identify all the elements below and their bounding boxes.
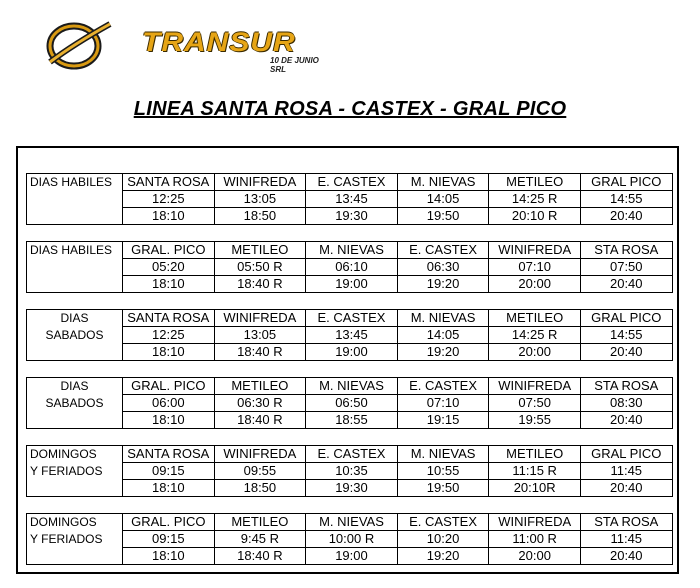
departure-time-cell: 18:10	[123, 480, 215, 497]
departure-time-cell: 11:45	[580, 531, 672, 548]
departure-time-cell: 18:40 R	[214, 276, 306, 293]
departure-time-cell: 13:05	[214, 327, 306, 344]
stop-name-cell: STA ROSA	[580, 242, 672, 259]
brand-subtitle: 10 DE JUNIO SRL	[270, 56, 319, 74]
trip-row	[27, 412, 673, 429]
departure-time-cell: 18:10	[123, 344, 215, 361]
departure-time-cell: 18:55	[306, 412, 398, 429]
stops-header-row	[27, 242, 673, 259]
day-type-label: DIAS HABILES	[27, 174, 123, 191]
departure-time-cell: 20:40	[580, 412, 672, 429]
departure-time-cell: 14:25 R	[489, 191, 581, 208]
stop-name-cell: SANTA ROSA	[123, 174, 215, 191]
stop-name-cell: WINIFREDA	[214, 310, 306, 327]
departure-time-cell: 14:55	[580, 191, 672, 208]
stop-name-cell: E. CASTEX	[306, 446, 398, 463]
departure-time-cell: 18:40 R	[214, 412, 306, 429]
stop-name-cell: GRAL. PICO	[123, 514, 215, 531]
day-type-label: DIAS HABILES	[27, 242, 123, 259]
departure-time-cell: 19:55	[489, 412, 581, 429]
day-type-label	[27, 548, 123, 565]
stops-header-row	[27, 378, 673, 395]
departure-time-cell: 08:30	[580, 395, 672, 412]
departure-time-cell: 18:10	[123, 276, 215, 293]
departure-time-cell: 20:00	[489, 548, 581, 565]
stop-name-cell: SANTA ROSA	[123, 310, 215, 327]
departure-time-cell: 20:40	[580, 548, 672, 565]
trip-row	[27, 531, 673, 548]
departure-time-cell: 12:25	[123, 327, 215, 344]
stop-name-cell: WINIFREDA	[489, 242, 581, 259]
departure-time-cell: 13:45	[306, 327, 398, 344]
schedule-table	[26, 513, 673, 565]
day-type-label: DOMINGOS	[27, 514, 123, 531]
trip-row	[27, 480, 673, 497]
stop-name-cell: METILEO	[489, 174, 581, 191]
trip-row	[27, 548, 673, 565]
trip-row	[27, 463, 673, 480]
brand-name: TRANSUR	[142, 27, 296, 58]
departure-time-cell: 14:55	[580, 327, 672, 344]
stop-name-cell: M. NIEVAS	[397, 174, 489, 191]
departure-time-cell: 05:50 R	[214, 259, 306, 276]
departure-time-cell: 18:10	[123, 412, 215, 429]
stops-header-row	[27, 514, 673, 531]
departure-time-cell: 06:10	[306, 259, 398, 276]
departure-time-cell: 20:40	[580, 208, 672, 225]
departure-time-cell: 06:30	[397, 259, 489, 276]
departure-time-cell: 18:40 R	[214, 548, 306, 565]
departure-time-cell: 20:40	[580, 276, 672, 293]
trip-row	[27, 208, 673, 225]
departure-time-cell: 19:30	[306, 208, 398, 225]
trip-row	[27, 344, 673, 361]
departure-time-cell: 20:10R	[489, 480, 581, 497]
day-type-label: DIAS	[27, 310, 123, 327]
schedule-table	[26, 241, 673, 293]
departure-time-cell: 07:50	[580, 259, 672, 276]
trip-row	[27, 395, 673, 412]
departure-time-cell: 09:55	[214, 463, 306, 480]
departure-time-cell: 10:55	[397, 463, 489, 480]
departure-time-cell: 10:20	[397, 531, 489, 548]
stop-name-cell: GRAL. PICO	[123, 378, 215, 395]
departure-time-cell: 14:25 R	[489, 327, 581, 344]
departure-time-cell: 18:40 R	[214, 344, 306, 361]
stop-name-cell: SANTA ROSA	[123, 446, 215, 463]
day-type-label	[27, 276, 123, 293]
stop-name-cell: M. NIEVAS	[306, 242, 398, 259]
stop-name-cell: WINIFREDA	[489, 514, 581, 531]
departure-time-cell: 18:10	[123, 548, 215, 565]
departure-time-cell: 14:05	[397, 327, 489, 344]
departure-time-cell: 11:45	[580, 463, 672, 480]
day-type-label: Y FERIADOS	[27, 531, 123, 548]
stop-name-cell: M. NIEVAS	[306, 378, 398, 395]
stop-name-cell: M. NIEVAS	[306, 514, 398, 531]
departure-time-cell: 10:00 R	[306, 531, 398, 548]
day-type-label	[27, 259, 123, 276]
day-type-label: DOMINGOS	[27, 446, 123, 463]
day-type-label	[27, 344, 123, 361]
stop-name-cell: WINIFREDA	[214, 174, 306, 191]
stop-name-cell: METILEO	[489, 446, 581, 463]
stop-name-cell: WINIFREDA	[214, 446, 306, 463]
departure-time-cell: 20:10 R	[489, 208, 581, 225]
departure-time-cell: 19:00	[306, 276, 398, 293]
schedule-table	[26, 173, 673, 225]
departure-time-cell: 09:15	[123, 463, 215, 480]
departure-time-cell: 06:00	[123, 395, 215, 412]
stops-header-row	[27, 446, 673, 463]
departure-time-cell: 19:30	[306, 480, 398, 497]
stop-name-cell: GRAL PICO	[580, 446, 672, 463]
stop-name-cell: WINIFREDA	[489, 378, 581, 395]
departure-time-cell: 19:50	[397, 208, 489, 225]
stop-name-cell: GRAL. PICO	[123, 242, 215, 259]
trip-row	[27, 276, 673, 293]
departure-time-cell: 18:50	[214, 208, 306, 225]
departure-time-cell: 19:20	[397, 276, 489, 293]
departure-time-cell: 14:05	[397, 191, 489, 208]
departure-time-cell: 19:00	[306, 344, 398, 361]
departure-time-cell: 07:50	[489, 395, 581, 412]
stop-name-cell: E. CASTEX	[306, 310, 398, 327]
day-type-label	[27, 412, 123, 429]
trip-row	[27, 191, 673, 208]
page-title: LINEA SANTA ROSA - CASTEX - GRAL PICO	[133, 98, 567, 120]
stop-name-cell: E. CASTEX	[397, 378, 489, 395]
departure-time-cell: 20:00	[489, 276, 581, 293]
day-type-label	[27, 208, 123, 225]
stop-name-cell: GRAL PICO	[580, 310, 672, 327]
stop-name-cell: METILEO	[214, 378, 306, 395]
stop-name-cell: STA ROSA	[580, 514, 672, 531]
departure-time-cell: 12:25	[123, 191, 215, 208]
departure-time-cell: 19:20	[397, 344, 489, 361]
day-type-label: DIAS	[27, 378, 123, 395]
departure-time-cell: 18:50	[214, 480, 306, 497]
departure-time-cell: 07:10	[397, 395, 489, 412]
transur-logo	[44, 18, 334, 74]
day-type-label	[27, 191, 123, 208]
stop-name-cell: M. NIEVAS	[397, 310, 489, 327]
day-type-label: Y FERIADOS	[27, 463, 123, 480]
departure-time-cell: 19:00	[306, 548, 398, 565]
departure-time-cell: 9:45 R	[214, 531, 306, 548]
departure-time-cell: 06:50	[306, 395, 398, 412]
stop-name-cell: METILEO	[214, 514, 306, 531]
stop-name-cell: M. NIEVAS	[397, 446, 489, 463]
stop-name-cell: E. CASTEX	[397, 514, 489, 531]
trip-row	[27, 259, 673, 276]
stop-name-cell: GRAL PICO	[580, 174, 672, 191]
schedule-table	[26, 445, 673, 497]
day-type-label	[27, 480, 123, 497]
departure-time-cell: 11:15 R	[489, 463, 581, 480]
departure-time-cell: 09:15	[123, 531, 215, 548]
stop-name-cell: E. CASTEX	[306, 174, 398, 191]
stop-name-cell: METILEO	[489, 310, 581, 327]
schedule-table	[26, 309, 673, 361]
departure-time-cell: 11:00 R	[489, 531, 581, 548]
departure-time-cell: 06:30 R	[214, 395, 306, 412]
stop-name-cell: STA ROSA	[580, 378, 672, 395]
schedule-table	[26, 377, 673, 429]
departure-time-cell: 20:40	[580, 480, 672, 497]
stops-header-row	[27, 310, 673, 327]
departure-time-cell: 18:10	[123, 208, 215, 225]
stops-header-row	[27, 174, 673, 191]
trip-row	[27, 327, 673, 344]
stop-name-cell: METILEO	[214, 242, 306, 259]
departure-time-cell: 05:20	[123, 259, 215, 276]
departure-time-cell: 19:15	[397, 412, 489, 429]
departure-time-cell: 07:10	[489, 259, 581, 276]
swoosh-icon	[44, 18, 114, 74]
departure-time-cell: 13:45	[306, 191, 398, 208]
departure-time-cell: 19:20	[397, 548, 489, 565]
departure-time-cell: 20:40	[580, 344, 672, 361]
departure-time-cell: 13:05	[214, 191, 306, 208]
day-type-label: SABADOS	[27, 395, 123, 412]
day-type-label: SABADOS	[27, 327, 123, 344]
departure-time-cell: 19:50	[397, 480, 489, 497]
departure-time-cell: 20:00	[489, 344, 581, 361]
stop-name-cell: E. CASTEX	[397, 242, 489, 259]
departure-time-cell: 10:35	[306, 463, 398, 480]
